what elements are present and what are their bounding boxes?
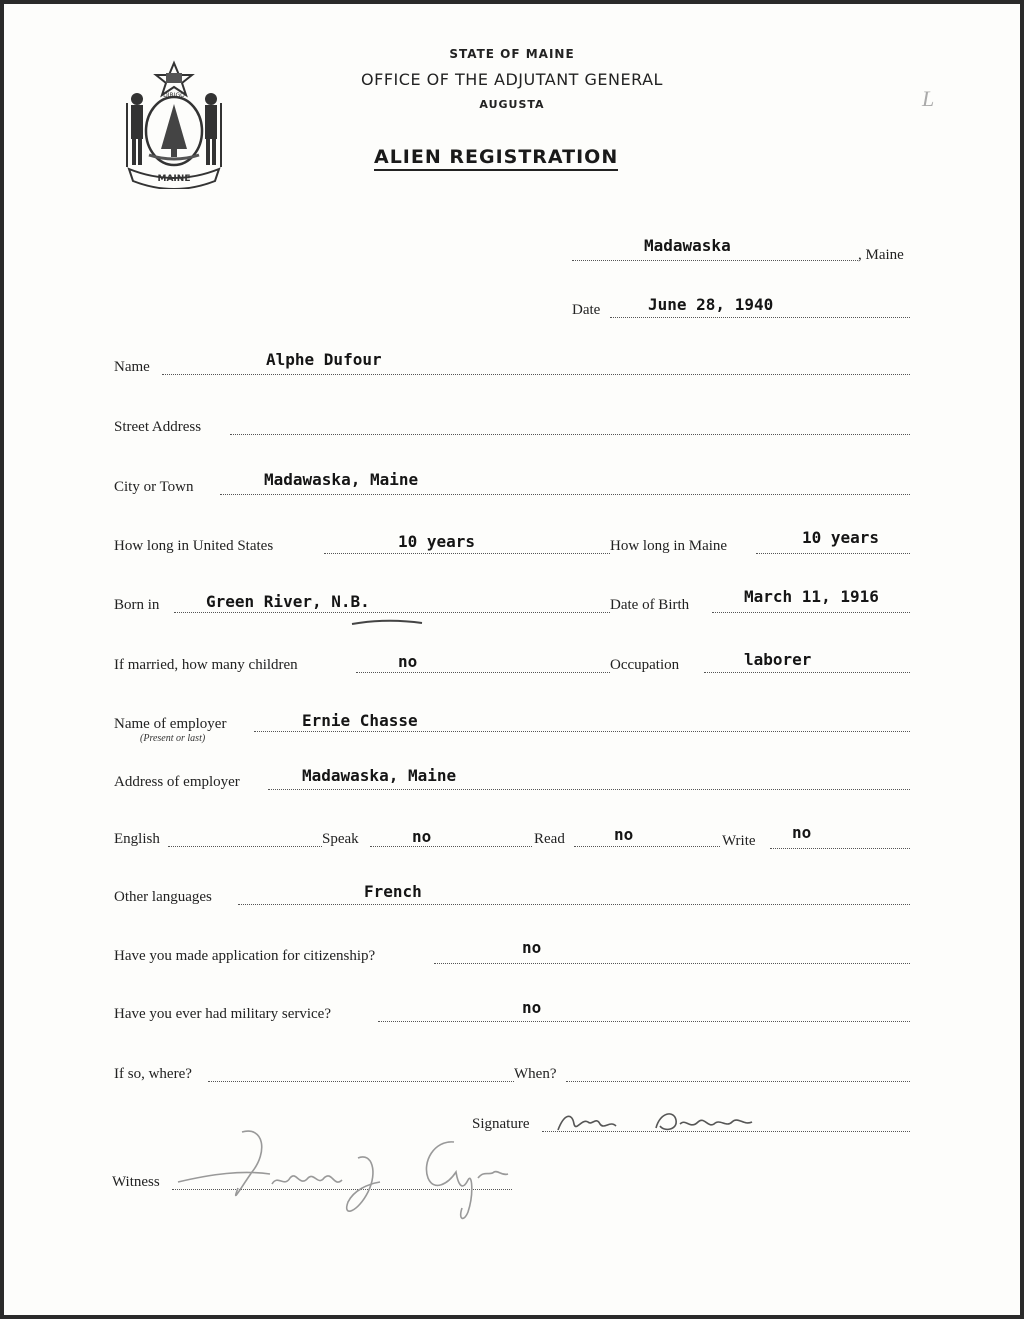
us-length-label: How long in United States: [114, 538, 274, 554]
name-label: Name: [114, 359, 150, 375]
witness-handwriting: [172, 1122, 532, 1232]
signature-label: Signature: [472, 1116, 530, 1132]
born-in-value: Green River, N.B.: [206, 592, 370, 611]
write-value: no: [792, 823, 812, 842]
military-label: Have you ever had military service?: [114, 1006, 331, 1022]
header-office: OFFICE OF THE ADJUTANT GENERAL: [361, 70, 663, 89]
city-label: City or Town: [114, 479, 194, 495]
citizenship-value: no: [522, 938, 542, 957]
signature-handwriting: [552, 1104, 772, 1140]
write-label: Write: [722, 833, 756, 849]
english-label: English: [114, 831, 160, 847]
corner-pencil-mark: L: [922, 86, 935, 111]
dob-label: Date of Birth: [610, 597, 690, 613]
other-languages-value: French: [364, 882, 422, 901]
children-value: no: [398, 652, 418, 671]
employer-address-value: Madawaska, Maine: [302, 766, 457, 785]
city-value: Madawaska, Maine: [264, 470, 419, 489]
town-suffix: , Maine: [858, 247, 904, 263]
town-value: Madawaska: [644, 236, 731, 255]
date-label: Date: [572, 302, 601, 318]
maine-length-value: 10 years: [802, 528, 880, 547]
dob-value: March 11, 1916: [744, 587, 879, 606]
occupation-value: laborer: [744, 650, 812, 669]
seal-motto: DIRIGO: [163, 92, 185, 99]
employer-sublabel: (Present or last): [140, 733, 206, 744]
children-label: If married, how many children: [114, 657, 298, 673]
witness-label: Witness: [112, 1174, 160, 1190]
seal-banner-text: MAINE: [157, 174, 191, 184]
header-city: AUGUSTA: [479, 98, 545, 111]
maine-length-label: How long in Maine: [610, 538, 728, 554]
read-value: no: [614, 825, 634, 844]
citizenship-label: Have you made application for citizenship?: [114, 948, 376, 964]
speak-label: Speak: [322, 831, 359, 847]
name-value: Alphe Dufour: [266, 350, 382, 369]
born-in-label: Born in: [114, 597, 160, 613]
speak-value: no: [412, 827, 432, 846]
when-label: When?: [514, 1066, 557, 1082]
page-title: ALIEN REGISTRATION: [374, 146, 618, 171]
employer-label: Name of employer: [114, 716, 227, 732]
where-label: If so, where?: [114, 1066, 192, 1082]
employer-address-label: Address of employer: [114, 774, 240, 790]
form-page: [4, 4, 1020, 1315]
read-label: Read: [534, 831, 565, 847]
header-state: STATE OF MAINE: [449, 47, 575, 61]
underline-mark: [350, 618, 424, 628]
military-value: no: [522, 998, 542, 1017]
date-value: June 28, 1940: [648, 295, 774, 314]
employer-value: Ernie Chasse: [302, 711, 418, 730]
us-length-value: 10 years: [398, 532, 476, 551]
street-label: Street Address: [114, 419, 202, 435]
occupation-label: Occupation: [610, 657, 680, 673]
other-languages-label: Other languages: [114, 889, 212, 905]
